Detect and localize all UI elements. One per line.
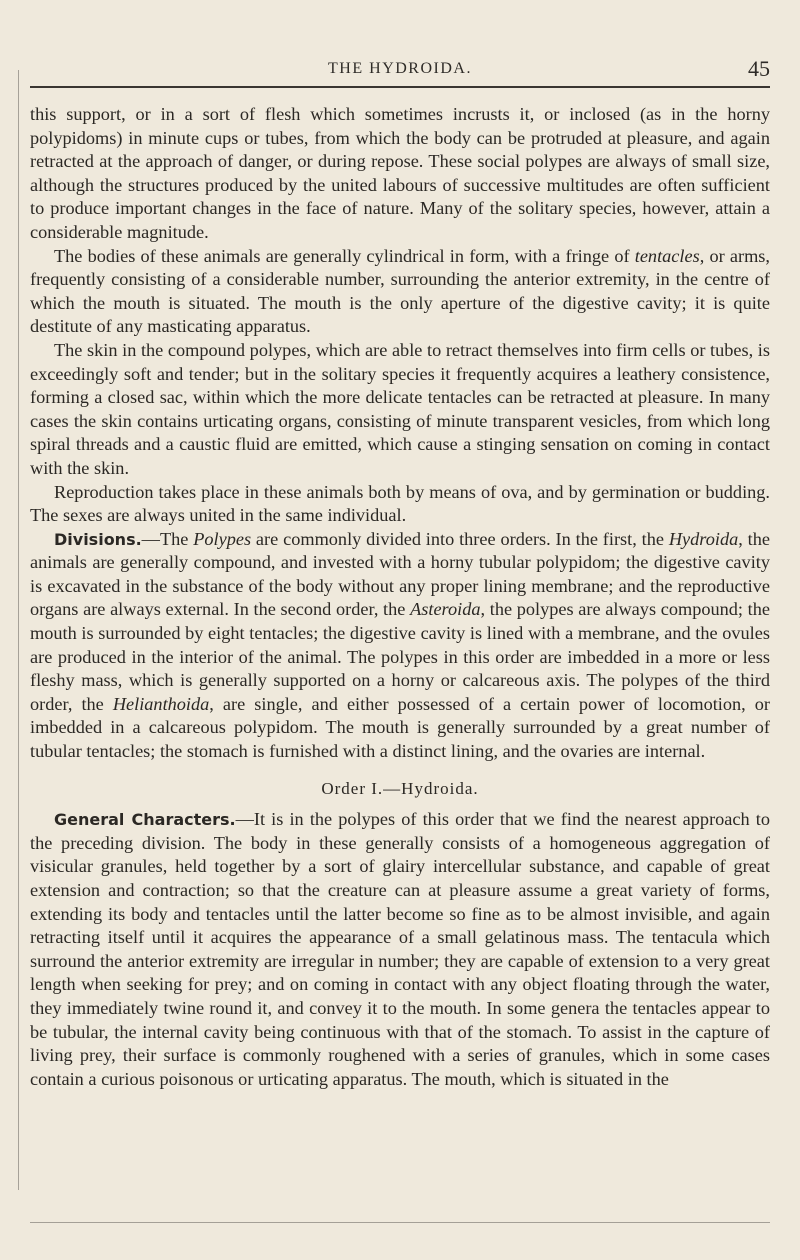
term-hydroida: Hydroida: [668, 528, 739, 549]
term-asteroida: Asteroida: [410, 599, 481, 620]
term-helianthoida: Helianthoida: [112, 693, 210, 714]
paragraph-bodies: [30, 245, 770, 339]
body-text: [30, 103, 770, 1091]
para6-text: —It is in the polypes of this order that we find the nearest approach to the preceding division. The body in these generally consists of a homogeneous aggregation of visicular granules, held together by a sort of glairy intercellular substance, and capable of great extension and contraction; so that the creature can at pleasure assume a great variety of forms, extending its body and tentacles until the latter become so fine as to be almost invisible, and again retracting itself until it acquires the appearance of a small gelatinous mass. The tentacula which surround the anterior extremity are irregular in number; they are capable of extension to a very great length when seeking for prey; and on coming in contact with any object floating through the water, they immediately twine round it, and convey it to the mouth. In some genera the tentacles appear to be tubular, the internal cavity being continuous with that of the stomach. To assist in the capture of living prey, their surface is commonly roughened with a series of granules, which in some cases contain a curious poisonous or urticating apparatus. The mouth, which is situated in the: [30, 809, 771, 1089]
paragraph-continuation: this support, or in a sort of flesh which sometimes incrusts it, or inclosed (as in the horny polypidoms) in minute cups or tubes, from which the body can be protruded at pleasure, and again retracted at the approach of danger, or during repose. These social polypes are always of small size, although the structures produced by the united labours of successive multitudes are often sufficient to produce important changes in the face of nature. Many of the solitary species, however, attain a considerable magnitude.: [30, 104, 770, 242]
term-polypes: Polypes: [193, 528, 252, 549]
paragraph-skin: The skin in the compound polypes, which are able to retract themselves into firm cells or tubes, is exceedingly soft and tender; but in the solitary species it frequently acquires a leathery consistence, forming a closed sac, within which the more delicate tentacles can be retracted at pleasure. In many cases the skin contains urticating organs, consisting of minute transparent vesicles, from which long spiral threads and a caustic fluid are emitted, which cause a stinging sensation on coming in contact with the skin.: [30, 339, 770, 478]
paragraph-general-characters: [30, 808, 770, 1091]
page-header: [30, 52, 770, 92]
header-rule: [30, 86, 770, 88]
page-number: 45: [748, 56, 770, 81]
para5-t3: , the animals are generally compound, and invested with a horny tubular polypidom; the digestive cavity is excavated in the substance of the body without any proper lining membrane; and the reproductive organs are always external. In the second order, the: [30, 528, 770, 620]
para2-after: , or arms, frequently consisting of a considerable number, surrounding the anterior extremity, in the centre of which the mouth is situated. The mouth is the only aperture of the digestive cavity; it is quite destitute of any masticating apparatus.: [30, 245, 770, 337]
run-in-heading-general-characters: General Characters.: [54, 810, 236, 830]
section-title: Order I.—Hydroida.: [321, 778, 479, 798]
para5-t2: are commonly divided into three orders. In the first, the: [251, 528, 669, 549]
para2-before: The bodies of these animals are generally cylindrical in form, with a fringe of: [54, 245, 635, 266]
footer-rule: [30, 1222, 770, 1223]
run-in-heading-divisions: Divisions.: [54, 529, 142, 549]
paragraph-reproduction: Reproduction takes place in these animals both by means of ova, and by germination or budding. The sexes are always united in the same individual.: [30, 481, 770, 526]
para5-t4: , the polypes are always compound; the mouth is surrounded by eight tentacles; the digestive cavity is lined with a membrane, and the ovules are produced in the interior of the animal. The polypes in this order are imbedded in a more or less fleshy mass, which is generally supported on a horny or calcareous axis. The polypes of the third order, the: [30, 599, 770, 714]
running-head: THE HYDROIDA.: [328, 60, 472, 77]
term-tentacles: tentacles: [634, 245, 700, 266]
para5-t1: —The: [141, 528, 194, 549]
paragraph-divisions: [30, 528, 770, 764]
binding-edge-line: [18, 70, 19, 1190]
para5-t5: , are single, and either possessed of a certain power of locomotion, or imbedded in a calcareous polypidom. The mouth is generally surrounded by a great number of tubular tentacles; the stomach is furnished with a distinct lining, and the ovaries are internal.: [30, 693, 770, 762]
